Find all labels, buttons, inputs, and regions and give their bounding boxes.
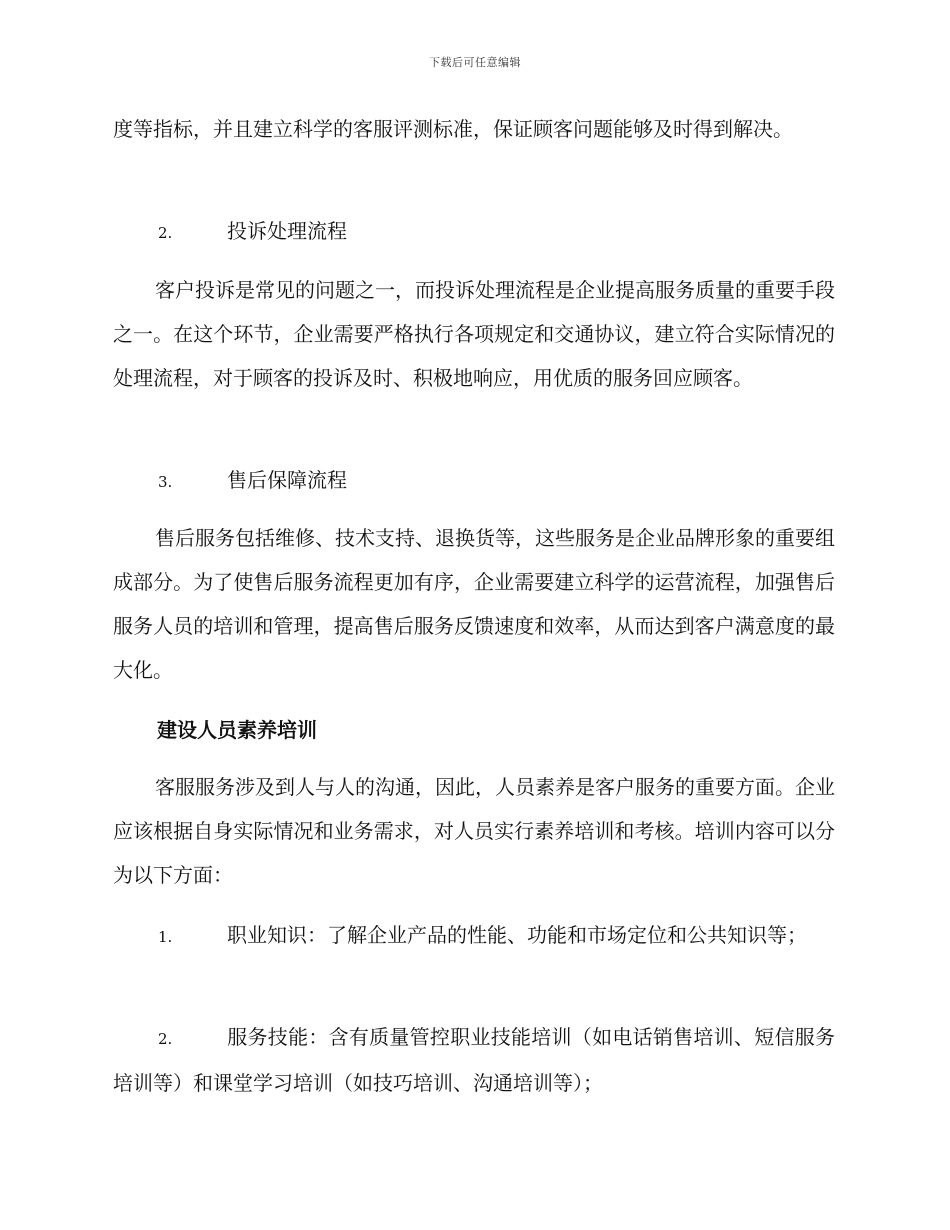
paragraph-training: 客服服务涉及到人与人的沟通，因此，人员素养是客户服务的重要方面。企业应该根据自身实际情况和业务需求，对人员实行素养培训和考核。培训内容可以分为以下方面： bbox=[113, 775, 835, 887]
list-label: 投诉处理流程 bbox=[227, 219, 347, 243]
page-header: 下载后可任意编辑 bbox=[429, 56, 521, 69]
list-number: 2. bbox=[158, 224, 173, 242]
list-item-complaint bbox=[113, 209, 835, 255]
list-number: 2. bbox=[158, 1030, 173, 1048]
list-item-knowledge bbox=[113, 913, 835, 959]
list-item-skills bbox=[113, 1015, 835, 1105]
list-label: 服务技能：含有质量管控职业技能培训（如电话销售培训、短信服务培训等）和课堂学习培训（如技巧培训、沟通培训等）； bbox=[113, 1025, 835, 1095]
paragraph-evaluation: 度等指标，并且建立科学的客服评测标准，保证顾客问题能够及时得到解决。 bbox=[113, 117, 793, 141]
list-number: 1. bbox=[158, 928, 173, 946]
list-item-aftersale bbox=[113, 458, 835, 504]
paragraph-complaint: 客户投诉是常见的问题之一，而投诉处理流程是企业提高服务质量的重要手段之一。在这个环节，企业需要严格执行各项规定和交通协议，建立符合实际情况的处理流程，对于顾客的投诉及时、积极地响应，用优质的服务回应顾客。 bbox=[113, 278, 835, 390]
section-heading: 建设人员素养培训 bbox=[157, 718, 317, 742]
paragraph-aftersale: 售后服务包括维修、技术支持、退换货等，这些服务是企业品牌形象的重要组成部分。为了使售后服务流程更加有序，企业需要建立科学的运营流程，加强售后服务人员的培训和管理，提高售后服务反馈速度和效率，从而达到客户满意度的最大化。 bbox=[113, 526, 835, 682]
list-label: 售后保障流程 bbox=[227, 468, 347, 492]
list-number: 3. bbox=[158, 473, 173, 491]
list-label: 职业知识：了解企业产品的性能、功能和市场定位和公共知识等； bbox=[227, 923, 807, 947]
